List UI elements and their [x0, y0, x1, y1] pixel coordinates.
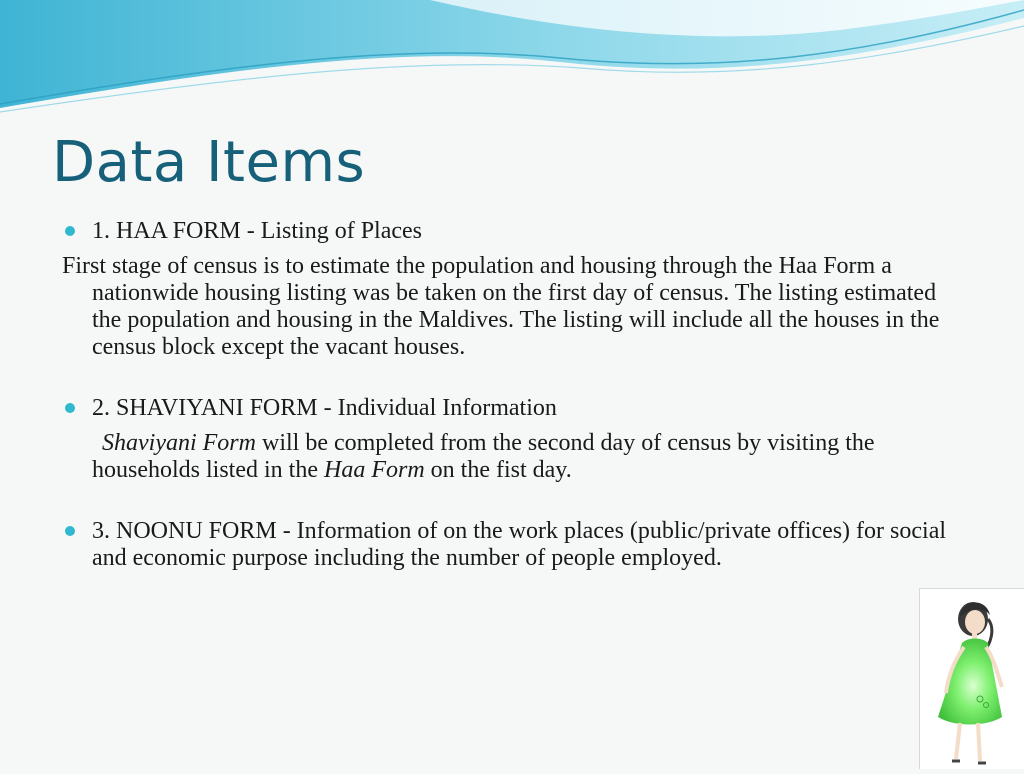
shaviyani-form-term: Shaviyani Form	[102, 430, 256, 456]
haa-form-term: Haa Form	[323, 457, 425, 483]
header-wave-decoration	[0, 0, 1024, 120]
noonu-form-heading: 3. NOONU FORM - Information of on the work places (public/private offices) for social and economic purpose including the number of people employed.	[92, 518, 947, 571]
shaviyani-form-description	[62, 430, 962, 484]
slide-title: Data Items	[52, 130, 366, 195]
haa-form-heading: 1. HAA FORM - Listing of Places	[92, 218, 422, 244]
bullet-item-haa-form	[62, 218, 962, 245]
bullet-dot-icon	[65, 403, 75, 413]
shaviyani-form-heading: 2. SHAVIYANI FORM - Individual Information	[92, 395, 557, 421]
girl-figure-icon	[920, 589, 1024, 769]
bullet-dot-icon	[65, 226, 75, 236]
shaviyani-form-text: will be completed from the second day of census by visiting the households listed in the	[92, 430, 875, 483]
slide-content	[62, 218, 962, 572]
bullet-dot-icon	[65, 526, 75, 536]
bullet-item-shaviyani-form	[62, 395, 962, 422]
girl-illustration	[919, 588, 1024, 769]
bullet-item-noonu-form	[62, 518, 962, 572]
shaviyani-form-text-end: on the fist day.	[424, 457, 572, 483]
haa-form-description: First stage of census is to estimate the population and housing through the Haa Form a nationwide housing listing was be taken on the first day of census. The listing estimated the population and housing in the Maldives. The listing will include all the houses in the census block except the vacant houses.	[62, 253, 940, 360]
